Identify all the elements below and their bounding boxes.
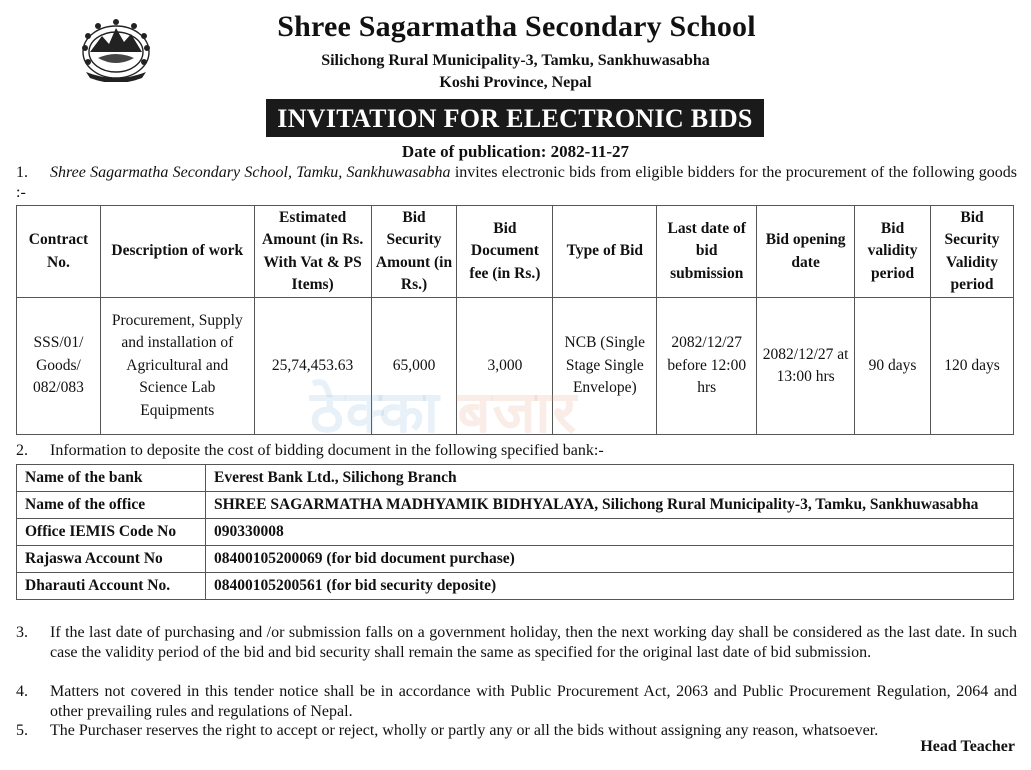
paragraph-1 [16,163,1017,202]
row-label: Name of the office [17,492,206,519]
paragraph-3 [16,623,1017,662]
paragraph-text: The Purchaser reserves the right to accept or reject, wholly or partly any or all the bids without assigning any reason, whatsoever. [50,722,879,739]
row-label: Name of the bank [17,465,206,492]
row-label: Rajaswa Account No [17,546,206,573]
paragraph-text: Information to deposite the cost of bidding document in the following specified bank:- [50,442,604,459]
table-row [17,492,1014,519]
bid-security-amount-cell: 65,000 [371,298,457,435]
column-header: Bid opening date [757,206,855,298]
paragraph-number: 4. [16,683,28,700]
row-value: 08400105200069 (for bid document purchase) [206,546,1014,573]
column-header: Bid validity period [855,206,931,298]
signatory-title: Head Teacher [920,738,1015,755]
estimated-amount-cell: 25,74,453.63 [254,298,371,435]
school-name-italic: Shree Sagarmatha Secondary School, Tamku, Sankhuwasabha [50,164,451,181]
paragraph-2 [16,441,1017,461]
paragraph-5 [16,721,1017,741]
bid-details-table [16,205,1014,435]
description-cell: Procurement, Supply and installation of Agricultural and Science Lab Equipments [100,298,254,435]
address-line-2: Koshi Province, Nepal [439,74,592,91]
paragraph-text: Matters not covered in this tender notice shall be in accordance with Public Procurement Act, 2063 and Public Procurement Regulation, 2064 and other prevailing rules and regulations of Nepal. [50,683,1017,720]
paragraph-number: 1. [16,164,28,181]
row-label: Office IEMIS Code No [17,519,206,546]
watermark-part-1: ठेक्का [310,380,441,445]
table-row [17,519,1014,546]
type-of-bid-cell: NCB (Single Stage Single Envelope) [553,298,657,435]
column-header: Type of Bid [553,206,657,298]
bid-validity-cell: 90 days [855,298,931,435]
row-value: 090330008 [206,519,1014,546]
paragraph-text: If the last date of purchasing and /or submission falls on a government holiday, then the next working day shall be considered as the last date. In such case the validity period of the bid and bid security shall remain the same as specified for the original last date of bid submission. [50,624,1017,661]
table-header-row [17,206,1014,298]
publication-date: Date of publication: 2082-11-27 [401,142,630,161]
column-header: Last date of bid submission [657,206,757,298]
table-row [17,573,1014,600]
column-header: Bid Security Validity period [931,206,1014,298]
row-value: SHREE SAGARMATHA MADHYAMIK BIDHYALAYA, Silichong Rural Municipality-3, Tamku, Sankhuwasabha [206,492,1014,519]
row-label: Dharauti Account No. [17,573,206,600]
bid-document-fee-cell: 3,000 [457,298,553,435]
notice-title-banner: INVITATION FOR ELECTRONIC BIDS [266,99,764,137]
last-date-cell: 2082/12/27 before 12:00 hrs [657,298,757,435]
table-row [17,298,1014,435]
paragraph-number: 3. [16,624,28,641]
column-header: Estimated Amount (in Rs. With Vat & PS Items) [254,206,371,298]
security-validity-cell: 120 days [931,298,1014,435]
table-row [17,546,1014,573]
paragraph-4 [16,682,1017,721]
address-line-1: Silichong Rural Municipality-3, Tamku, Sankhuwasabha [321,52,710,69]
column-header: Bid Security Amount (in Rs.) [371,206,457,298]
column-header: Bid Document fee (in Rs.) [457,206,553,298]
row-value: Everest Bank Ltd., Silichong Branch [206,465,1014,492]
column-header: Description of work [100,206,254,298]
row-value: 08400105200561 (for bid security deposite) [206,573,1014,600]
contract-no-cell: SSS/01/ Goods/ 082/083 [17,298,101,435]
opening-date-cell: 2082/12/27 at 13:00 hrs [757,298,855,435]
bank-details-table [16,464,1014,600]
watermark-part-2: बजार [457,380,579,445]
paragraph-number: 2. [16,442,28,459]
paragraph-number: 5. [16,722,28,739]
column-header: Contract No. [17,206,101,298]
school-name: Shree Sagarmatha Secondary School [277,10,756,43]
paragraph-text: invites electronic bids from eligible bidders for the procurement of the following goods :- [16,164,1017,201]
table-row [17,465,1014,492]
